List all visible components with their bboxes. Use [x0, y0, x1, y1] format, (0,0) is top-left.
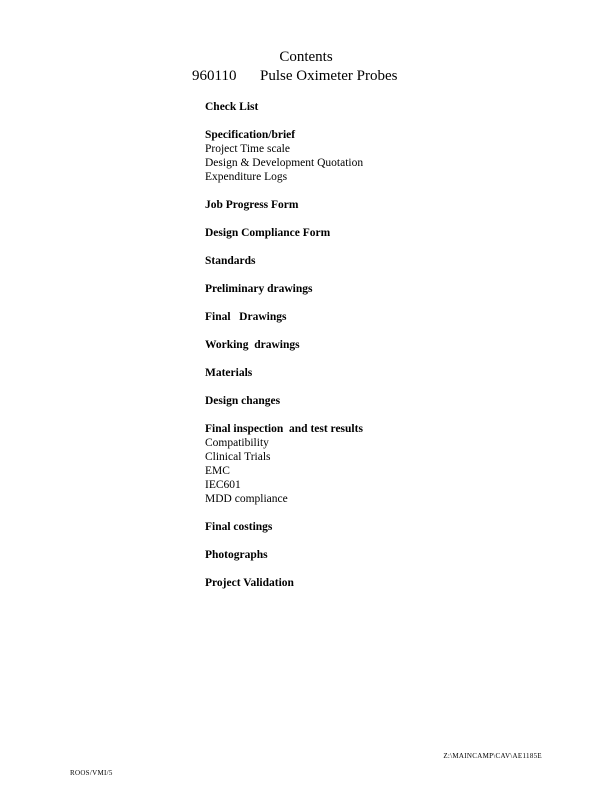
section-title: Preliminary drawings [205, 283, 313, 295]
section-title: Design Compliance Form [205, 227, 331, 239]
contents-section [205, 422, 585, 506]
section-title: Final costings [205, 521, 273, 533]
section-item: Compatibility [205, 437, 269, 449]
section-title: Photographs [205, 549, 268, 561]
section-title: Job Progress Form [205, 199, 299, 211]
contents-section [205, 226, 585, 240]
contents-section [205, 548, 585, 562]
page-title: Contents [279, 49, 333, 65]
section-title: Check List [205, 101, 259, 113]
section-item: Project Time scale [205, 143, 290, 155]
contents-section [205, 366, 585, 380]
section-item: Expenditure Logs [205, 171, 288, 183]
contents-section [205, 254, 585, 268]
section-title: Working drawings [205, 339, 300, 351]
section-item: EMC [205, 465, 230, 477]
footer-file-path: Z:\MAINCAMP\CAV\AE1185E [443, 752, 542, 760]
contents-section [205, 128, 585, 184]
contents-section [205, 394, 585, 408]
contents-section [205, 100, 585, 114]
section-title: Project Validation [205, 577, 294, 589]
contents-section [205, 198, 585, 212]
contents-section [205, 576, 585, 590]
project-number: 960110 [192, 68, 237, 84]
contents-section [205, 338, 585, 352]
section-item: Design & Development Quotation [205, 157, 364, 169]
contents-section [205, 520, 585, 534]
section-title: Materials [205, 367, 253, 379]
section-item: Clinical Trials [205, 451, 271, 463]
section-title: Final inspection and test results [205, 423, 363, 435]
contents-section [205, 310, 585, 324]
contents-list [205, 100, 585, 604]
section-item: IEC601 [205, 479, 241, 491]
section-title: Standards [205, 255, 256, 267]
section-title: Specification/brief [205, 129, 296, 141]
project-line [192, 67, 397, 85]
contents-section [205, 282, 585, 296]
project-name: Pulse Oximeter Probes [260, 68, 398, 84]
footer-reference: ROOS/VMI/5 [70, 769, 113, 777]
section-title: Final Drawings [205, 311, 287, 323]
section-title: Design changes [205, 395, 281, 407]
section-item: MDD compliance [205, 493, 288, 505]
